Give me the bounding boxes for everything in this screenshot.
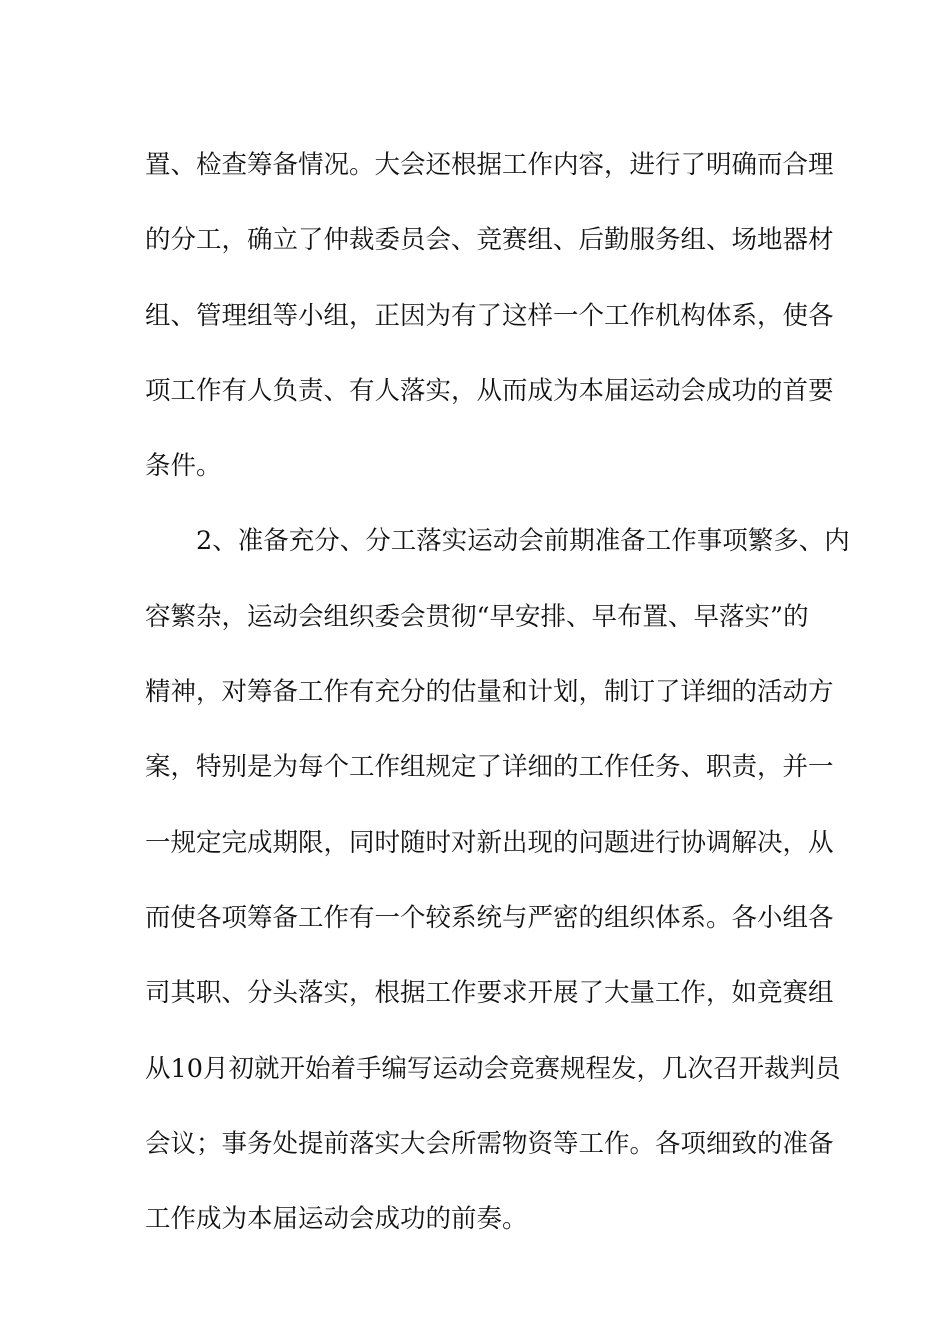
text-line: 2、准备充分、分工落实运动会前期准备工作事项繁多、内 [196, 526, 850, 557]
text-line: 工作成为本届运动会成功的前奏。 [145, 1204, 528, 1235]
text-line: 项工作有人负责、有人落实，从而成为本届运动会成功的首要 [145, 375, 834, 406]
text-line: 置、检查筹备情况。大会还根据工作内容，进行了明确而合理 [145, 150, 834, 180]
text-line: 司其职、分头落实，根据工作要求开展了大量工作，如竞赛组 [145, 978, 834, 1009]
text-line: 会议；事务处提前落实大会所需物资等工作。各项细致的准备 [145, 1128, 834, 1159]
text-line: 组、管理组等小组，正因为有了这样一个工作机构体系，使各 [145, 300, 834, 331]
text-line: 容繁杂，运动会组织委会贯彻“早安排、早布置、早落实”的 [145, 601, 809, 632]
text-line: 的分工，确立了仲裁委员会、竞赛组、后勤服务组、场地器材 [145, 225, 834, 256]
text-line: 一规定完成期限，同时随时对新出现的问题进行协调解决，从 [145, 827, 834, 858]
text-line: 而使各项筹备工作有一个较系统与严密的组织体系。各小组各 [145, 902, 834, 933]
text-line: 精神，对筹备工作有充分的估量和计划，制订了详细的活动方 [145, 677, 834, 708]
document-body [145, 128, 850, 1257]
text-line: 条件。 [145, 451, 222, 482]
text-line: 从10月初就开始着手编写运动会竞赛规程发，几次召开裁判员 [145, 1053, 841, 1084]
text-line: 案，特别是为每个工作组规定了详细的工作任务、职责，并一 [145, 752, 834, 783]
